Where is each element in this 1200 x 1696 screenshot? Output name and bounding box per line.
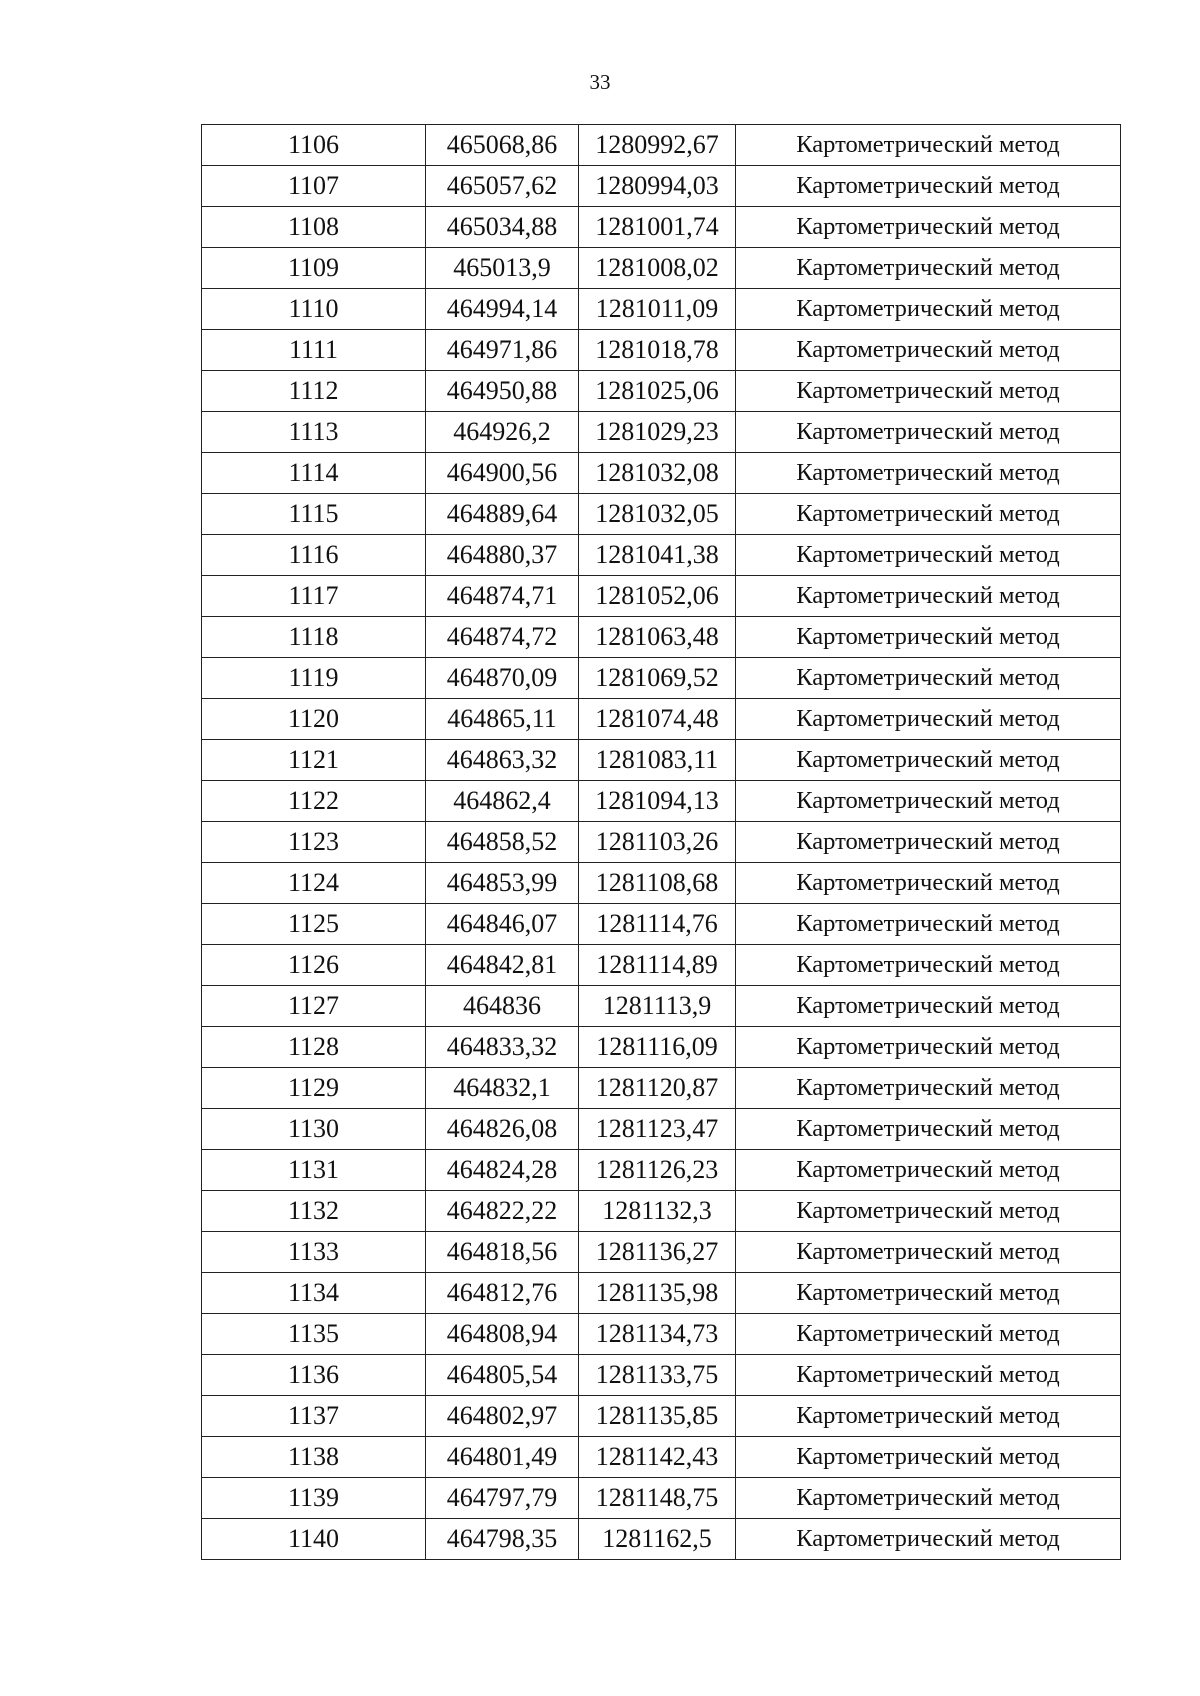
point-number-cell: 1120 — [202, 699, 426, 740]
x-coordinate-cell: 464926,2 — [426, 412, 579, 453]
method-cell: Картометрический метод — [736, 699, 1121, 740]
x-coordinate-cell: 464889,64 — [426, 494, 579, 535]
table-row — [202, 1068, 1121, 1109]
method-cell: Картометрический метод — [736, 781, 1121, 822]
table-row — [202, 1273, 1121, 1314]
y-coordinate-cell: 1281142,43 — [579, 1437, 736, 1478]
point-number-cell: 1124 — [202, 863, 426, 904]
table-row — [202, 1232, 1121, 1273]
method-cell: Картометрический метод — [736, 1150, 1121, 1191]
y-coordinate-cell: 1281114,89 — [579, 945, 736, 986]
table-row — [202, 289, 1121, 330]
table-row — [202, 822, 1121, 863]
point-number-cell: 1108 — [202, 207, 426, 248]
method-cell: Картометрический метод — [736, 1273, 1121, 1314]
x-coordinate-cell: 464797,79 — [426, 1478, 579, 1519]
x-coordinate-cell: 464808,94 — [426, 1314, 579, 1355]
point-number-cell: 1110 — [202, 289, 426, 330]
y-coordinate-cell: 1281114,76 — [579, 904, 736, 945]
table-row — [202, 1191, 1121, 1232]
table-row — [202, 412, 1121, 453]
point-number-cell: 1114 — [202, 453, 426, 494]
x-coordinate-cell: 464874,72 — [426, 617, 579, 658]
method-cell: Картометрический метод — [736, 289, 1121, 330]
y-coordinate-cell: 1281094,13 — [579, 781, 736, 822]
point-number-cell: 1130 — [202, 1109, 426, 1150]
table-row — [202, 330, 1121, 371]
x-coordinate-cell: 464846,07 — [426, 904, 579, 945]
y-coordinate-cell: 1281001,74 — [579, 207, 736, 248]
table-row — [202, 166, 1121, 207]
table-row — [202, 740, 1121, 781]
method-cell: Картометрический метод — [736, 1191, 1121, 1232]
table-row — [202, 1519, 1121, 1560]
x-coordinate-cell: 464900,56 — [426, 453, 579, 494]
table-row — [202, 1314, 1121, 1355]
method-cell: Картометрический метод — [736, 863, 1121, 904]
y-coordinate-cell: 1281135,98 — [579, 1273, 736, 1314]
y-coordinate-cell: 1281032,08 — [579, 453, 736, 494]
method-cell: Картометрический метод — [736, 945, 1121, 986]
y-coordinate-cell: 1281116,09 — [579, 1027, 736, 1068]
x-coordinate-cell: 465057,62 — [426, 166, 579, 207]
page-number: 33 — [589, 70, 611, 94]
y-coordinate-cell: 1281018,78 — [579, 330, 736, 371]
point-number-cell: 1136 — [202, 1355, 426, 1396]
table-row — [202, 535, 1121, 576]
table-row — [202, 658, 1121, 699]
x-coordinate-cell: 464853,99 — [426, 863, 579, 904]
x-coordinate-cell: 464812,76 — [426, 1273, 579, 1314]
table-row — [202, 1150, 1121, 1191]
method-cell: Картометрический метод — [736, 822, 1121, 863]
method-cell: Картометрический метод — [736, 740, 1121, 781]
x-coordinate-cell: 464822,22 — [426, 1191, 579, 1232]
y-coordinate-cell: 1281133,75 — [579, 1355, 736, 1396]
point-number-cell: 1106 — [202, 125, 426, 166]
table-row — [202, 1109, 1121, 1150]
table-row — [202, 1437, 1121, 1478]
method-cell: Картометрический метод — [736, 412, 1121, 453]
x-coordinate-cell: 464824,28 — [426, 1150, 579, 1191]
coordinates-table-body — [202, 125, 1121, 1560]
y-coordinate-cell: 1281063,48 — [579, 617, 736, 658]
y-coordinate-cell: 1281008,02 — [579, 248, 736, 289]
point-number-cell: 1123 — [202, 822, 426, 863]
y-coordinate-cell: 1281041,38 — [579, 535, 736, 576]
point-number-cell: 1133 — [202, 1232, 426, 1273]
x-coordinate-cell: 464798,35 — [426, 1519, 579, 1560]
point-number-cell: 1126 — [202, 945, 426, 986]
y-coordinate-cell: 1281011,09 — [579, 289, 736, 330]
point-number-cell: 1109 — [202, 248, 426, 289]
method-cell: Картометрический метод — [736, 453, 1121, 494]
method-cell: Картометрический метод — [736, 330, 1121, 371]
method-cell: Картометрический метод — [736, 1068, 1121, 1109]
x-coordinate-cell: 464870,09 — [426, 658, 579, 699]
method-cell: Картометрический метод — [736, 535, 1121, 576]
table-row — [202, 781, 1121, 822]
point-number-cell: 1121 — [202, 740, 426, 781]
table-row — [202, 576, 1121, 617]
y-coordinate-cell: 1281069,52 — [579, 658, 736, 699]
method-cell: Картометрический метод — [736, 207, 1121, 248]
method-cell: Картометрический метод — [736, 617, 1121, 658]
x-coordinate-cell: 465068,86 — [426, 125, 579, 166]
method-cell: Картометрический метод — [736, 125, 1121, 166]
y-coordinate-cell: 1281136,27 — [579, 1232, 736, 1273]
point-number-cell: 1139 — [202, 1478, 426, 1519]
coordinates-table — [201, 124, 1121, 1560]
x-coordinate-cell: 464858,52 — [426, 822, 579, 863]
x-coordinate-cell: 465013,9 — [426, 248, 579, 289]
method-cell: Картометрический метод — [736, 371, 1121, 412]
x-coordinate-cell: 464805,54 — [426, 1355, 579, 1396]
method-cell: Картометрический метод — [736, 1232, 1121, 1273]
x-coordinate-cell: 464826,08 — [426, 1109, 579, 1150]
point-number-cell: 1115 — [202, 494, 426, 535]
point-number-cell: 1112 — [202, 371, 426, 412]
y-coordinate-cell: 1281148,75 — [579, 1478, 736, 1519]
point-number-cell: 1119 — [202, 658, 426, 699]
y-coordinate-cell: 1281025,06 — [579, 371, 736, 412]
y-coordinate-cell: 1280994,03 — [579, 166, 736, 207]
method-cell: Картометрический метод — [736, 1109, 1121, 1150]
x-coordinate-cell: 464832,1 — [426, 1068, 579, 1109]
method-cell: Картометрический метод — [736, 904, 1121, 945]
method-cell: Картометрический метод — [736, 1437, 1121, 1478]
point-number-cell: 1132 — [202, 1191, 426, 1232]
point-number-cell: 1134 — [202, 1273, 426, 1314]
table-row — [202, 371, 1121, 412]
table-row — [202, 945, 1121, 986]
method-cell: Картометрический метод — [736, 494, 1121, 535]
x-coordinate-cell: 464801,49 — [426, 1437, 579, 1478]
method-cell: Картометрический метод — [736, 1519, 1121, 1560]
y-coordinate-cell: 1281135,85 — [579, 1396, 736, 1437]
y-coordinate-cell: 1281083,11 — [579, 740, 736, 781]
y-coordinate-cell: 1281123,47 — [579, 1109, 736, 1150]
method-cell: Картометрический метод — [736, 1396, 1121, 1437]
y-coordinate-cell: 1281120,87 — [579, 1068, 736, 1109]
x-coordinate-cell: 464950,88 — [426, 371, 579, 412]
point-number-cell: 1117 — [202, 576, 426, 617]
y-coordinate-cell: 1281029,23 — [579, 412, 736, 453]
x-coordinate-cell: 464880,37 — [426, 535, 579, 576]
x-coordinate-cell: 464802,97 — [426, 1396, 579, 1437]
table-row — [202, 699, 1121, 740]
point-number-cell: 1138 — [202, 1437, 426, 1478]
method-cell: Картометрический метод — [736, 1314, 1121, 1355]
y-coordinate-cell: 1281052,06 — [579, 576, 736, 617]
x-coordinate-cell: 464833,32 — [426, 1027, 579, 1068]
x-coordinate-cell: 464994,14 — [426, 289, 579, 330]
point-number-cell: 1122 — [202, 781, 426, 822]
point-number-cell: 1140 — [202, 1519, 426, 1560]
point-number-cell: 1137 — [202, 1396, 426, 1437]
table-row — [202, 1027, 1121, 1068]
table-row — [202, 494, 1121, 535]
point-number-cell: 1107 — [202, 166, 426, 207]
table-row — [202, 1396, 1121, 1437]
method-cell: Картометрический метод — [736, 576, 1121, 617]
y-coordinate-cell: 1281132,3 — [579, 1191, 736, 1232]
y-coordinate-cell: 1280992,67 — [579, 125, 736, 166]
point-number-cell: 1111 — [202, 330, 426, 371]
x-coordinate-cell: 464863,32 — [426, 740, 579, 781]
table-row — [202, 617, 1121, 658]
x-coordinate-cell: 464971,86 — [426, 330, 579, 371]
point-number-cell: 1128 — [202, 1027, 426, 1068]
x-coordinate-cell: 464862,4 — [426, 781, 579, 822]
y-coordinate-cell: 1281134,73 — [579, 1314, 736, 1355]
table-row — [202, 248, 1121, 289]
point-number-cell: 1131 — [202, 1150, 426, 1191]
x-coordinate-cell: 465034,88 — [426, 207, 579, 248]
y-coordinate-cell: 1281032,05 — [579, 494, 736, 535]
table-row — [202, 125, 1121, 166]
method-cell: Картометрический метод — [736, 1027, 1121, 1068]
method-cell: Картометрический метод — [736, 986, 1121, 1027]
table-row — [202, 1478, 1121, 1519]
y-coordinate-cell: 1281103,26 — [579, 822, 736, 863]
table-row — [202, 904, 1121, 945]
x-coordinate-cell: 464842,81 — [426, 945, 579, 986]
point-number-cell: 1118 — [202, 617, 426, 658]
point-number-cell: 1116 — [202, 535, 426, 576]
point-number-cell: 1129 — [202, 1068, 426, 1109]
x-coordinate-cell: 464836 — [426, 986, 579, 1027]
table-row — [202, 1355, 1121, 1396]
point-number-cell: 1113 — [202, 412, 426, 453]
y-coordinate-cell: 1281108,68 — [579, 863, 736, 904]
x-coordinate-cell: 464874,71 — [426, 576, 579, 617]
y-coordinate-cell: 1281126,23 — [579, 1150, 736, 1191]
table-row — [202, 863, 1121, 904]
table-row — [202, 986, 1121, 1027]
x-coordinate-cell: 464818,56 — [426, 1232, 579, 1273]
table-row — [202, 453, 1121, 494]
y-coordinate-cell: 1281162,5 — [579, 1519, 736, 1560]
method-cell: Картометрический метод — [736, 658, 1121, 699]
point-number-cell: 1127 — [202, 986, 426, 1027]
method-cell: Картометрический метод — [736, 166, 1121, 207]
x-coordinate-cell: 464865,11 — [426, 699, 579, 740]
y-coordinate-cell: 1281074,48 — [579, 699, 736, 740]
y-coordinate-cell: 1281113,9 — [579, 986, 736, 1027]
point-number-cell: 1125 — [202, 904, 426, 945]
method-cell: Картометрический метод — [736, 248, 1121, 289]
method-cell: Картометрический метод — [736, 1355, 1121, 1396]
point-number-cell: 1135 — [202, 1314, 426, 1355]
table-row — [202, 207, 1121, 248]
method-cell: Картометрический метод — [736, 1478, 1121, 1519]
